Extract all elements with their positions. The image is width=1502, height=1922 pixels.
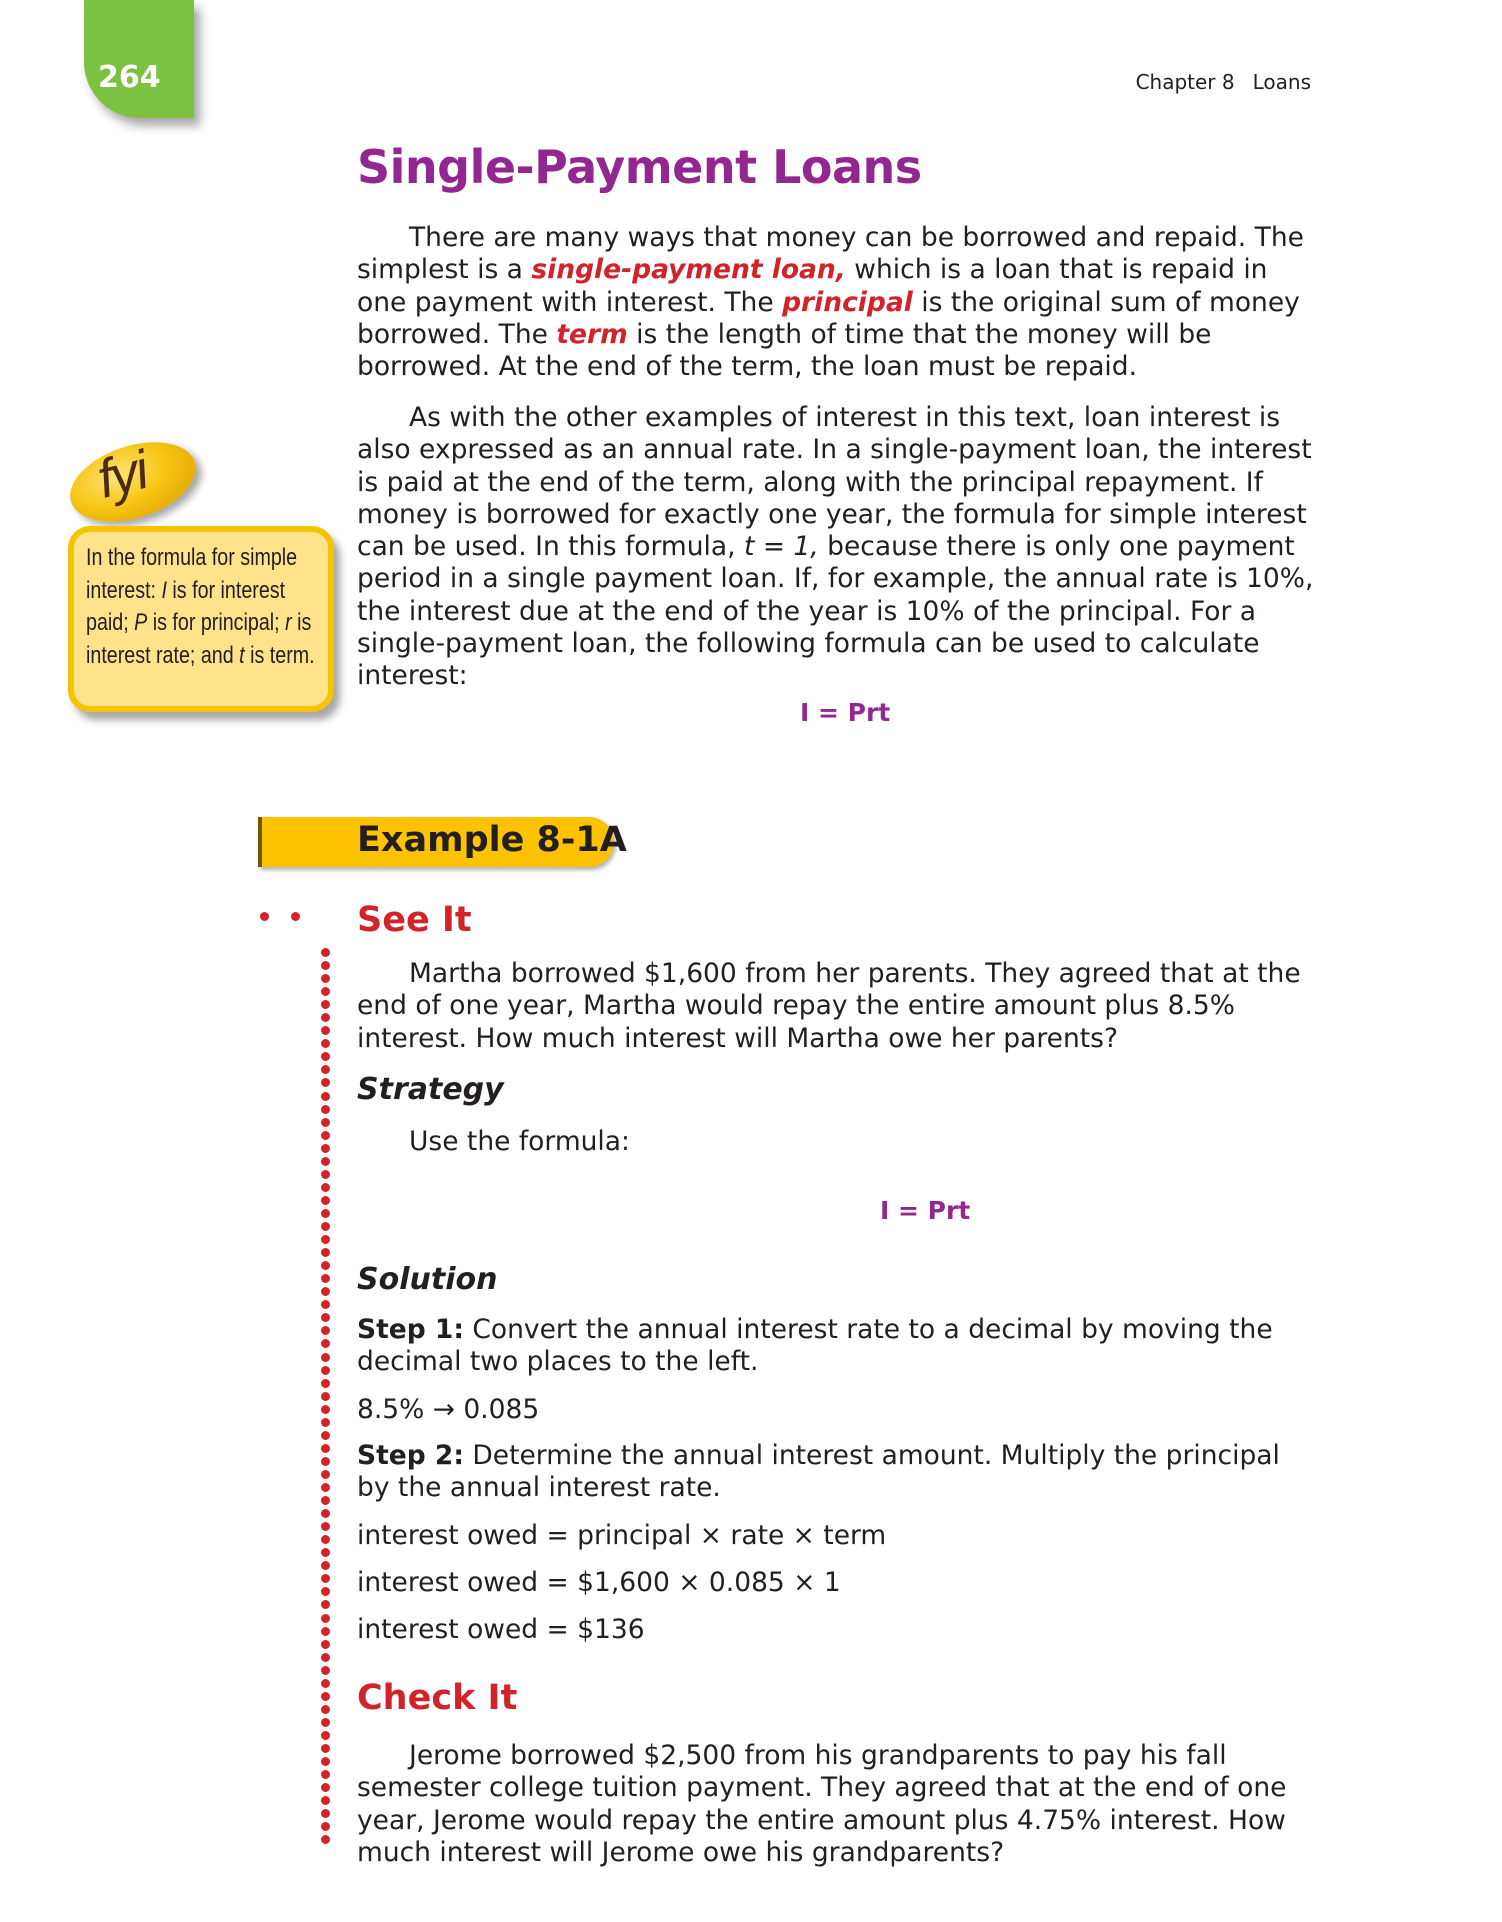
text-run: is interest rate; and: [86, 609, 312, 669]
text-run: which is a loan that is repaid in one payment with interest. The: [357, 254, 1268, 318]
margin-dot: [321, 987, 330, 996]
margin-dot: [321, 1548, 330, 1557]
margin-dot: [321, 1561, 330, 1570]
margin-dot: [321, 1300, 330, 1309]
margin-dot: [321, 1196, 330, 1205]
text-run: is for principal;: [147, 609, 286, 636]
strategy-formula: I = Prt: [880, 1196, 971, 1225]
margin-dot: [321, 1013, 330, 1022]
page-number-tab: [84, 0, 194, 118]
margin-dot: [321, 1653, 330, 1662]
margin-dot: [321, 1248, 330, 1257]
margin-dot: [321, 1366, 330, 1375]
margin-dot: [321, 1052, 330, 1061]
margin-dot: [321, 1757, 330, 1766]
margin-dot: [321, 1483, 330, 1492]
check-it-heading: Check It: [357, 1678, 518, 1718]
margin-dot: [321, 1535, 330, 1544]
see-it-heading: See It: [357, 900, 472, 940]
rate-conversion: 8.5% → 0.085: [357, 1394, 540, 1425]
strategy-heading: Strategy: [357, 1072, 504, 1107]
margin-dot: [321, 1418, 330, 1427]
margin-dot: [321, 1144, 330, 1153]
margin-dot: [260, 912, 269, 921]
margin-dot: [321, 1809, 330, 1818]
margin-dot: [321, 1339, 330, 1348]
page-number: 264: [98, 60, 161, 95]
text-run: is term.: [244, 641, 315, 669]
margin-dot: [291, 912, 300, 921]
margin-dot: [321, 974, 330, 983]
margin-dot: [321, 1170, 330, 1179]
margin-dot: [321, 1274, 330, 1283]
page-title: Single-Payment Loans: [357, 140, 922, 194]
margin-dot: [321, 1522, 330, 1531]
margin-dot: [321, 1026, 330, 1035]
text-run: As with the other examples of interest in this text, loan interest is also expressed as an annual rate. In a single-payment loan, the interest is paid at the end of the term, along with the principal repayment. If money is borrowed for exactly one year, the formula for simple interest can be used. In this formula,: [357, 402, 1312, 563]
margin-dot: [321, 1600, 330, 1609]
margin-dot: [321, 1822, 330, 1831]
margin-dot: [321, 1731, 330, 1740]
equation-1: interest owed = principal × rate × term: [357, 1520, 887, 1551]
text-run: because there is only one payment period in a single payment loan. If, for example, the annual rate is 10%, the interest due at the end of the year is 10% of the principal. For a single-payment loan, the following formula can be used to calculate interest:: [357, 531, 1314, 692]
margin-dot: [321, 1718, 330, 1727]
margin-dot: [321, 1261, 330, 1270]
step-1-text: Convert the annual interest rate to a decimal by moving the decimal two places to the left.: [357, 1314, 1273, 1378]
intro-paragraph-2: [357, 402, 1317, 693]
margin-dot: [321, 1353, 330, 1362]
margin-dot: [321, 1118, 330, 1127]
var-t: t: [239, 641, 245, 669]
margin-dot: [321, 1705, 330, 1714]
margin-dot: [321, 1287, 330, 1296]
margin-dot: [321, 1405, 330, 1414]
margin-dot: [321, 1457, 330, 1466]
step-1-label: Step 1:: [357, 1314, 464, 1345]
key-term-principal: principal: [782, 286, 913, 318]
key-term-term: term: [556, 318, 628, 350]
margin-dot: [321, 1431, 330, 1440]
margin-dot: [321, 1092, 330, 1101]
margin-dot: [321, 948, 330, 957]
margin-dot: [321, 1392, 330, 1401]
running-head-section: Loans: [1252, 70, 1311, 94]
margin-dot: [321, 1157, 330, 1166]
step-2: [357, 1440, 1317, 1505]
margin-dot: [321, 1444, 330, 1453]
running-head-chapter: Chapter 8: [1135, 70, 1235, 94]
margin-dot: [321, 1666, 330, 1675]
margin-dot: [321, 961, 330, 970]
margin-dot: [321, 1796, 330, 1805]
margin-dot: [321, 1326, 330, 1335]
margin-dot: [321, 1835, 330, 1844]
margin-dot: [321, 1235, 330, 1244]
step-1: [357, 1314, 1317, 1379]
fyi-badge-label: fyi: [91, 440, 153, 510]
t-equals-one: t = 1,: [744, 531, 819, 563]
solution-heading: Solution: [357, 1262, 498, 1297]
see-it-problem: Martha borrowed $1,600 from her parents. They agreed that at the end of one year, Martha would repay the entire amount plus 8.5% interest. How much interest will Martha owe her parents?: [357, 958, 1301, 1054]
margin-dot: [321, 1770, 330, 1779]
text-run: In the formula for simple interest:: [86, 544, 298, 604]
margin-dot: [321, 1313, 330, 1322]
text-run: There are many ways that money can be borrowed and repaid. The simplest is a: [357, 222, 1304, 286]
margin-dot: [321, 1509, 330, 1518]
step-2-label: Step 2:: [357, 1440, 464, 1471]
key-term-single-payment-loan: single-payment loan,: [531, 254, 846, 286]
margin-dot: [321, 1587, 330, 1596]
text-run: is for interest paid;: [86, 576, 286, 636]
margin-dot: [321, 1209, 330, 1218]
strategy-text: Use the formula:: [409, 1126, 630, 1157]
equation-3: interest owed = $136: [357, 1614, 645, 1645]
margin-dot: [321, 1496, 330, 1505]
step-2-text: Determine the annual interest amount. Multiply the principal by the annual interest rate.: [357, 1440, 1280, 1504]
check-it-problem: Jerome borrowed $2,500 from his grandparents to pay his fall semester college tuition payment. They agreed that at the end of one year, Jerome would repay the entire amount plus 4.75% interest. How much interest will Jerome owe his grandparents?: [357, 1740, 1287, 1868]
margin-dot: [321, 1679, 330, 1688]
margin-dot: [321, 1183, 330, 1192]
var-I: I: [161, 576, 167, 604]
margin-dot: [321, 1000, 330, 1009]
equation-2: interest owed = $1,600 × 0.085 × 1: [357, 1567, 841, 1598]
fyi-note: [86, 542, 324, 672]
running-head: [1136, 70, 1311, 94]
intro-paragraph-1: [357, 222, 1317, 383]
margin-dot: [321, 1105, 330, 1114]
margin-dot: [321, 1614, 330, 1623]
text-run: is the original sum of money borrowed. The: [357, 286, 1300, 350]
text-run: is the length of time that the money will be borrowed. At the end of the term, the loan must be repaid.: [357, 318, 1212, 383]
margin-dot: [321, 1470, 330, 1479]
margin-dot: [321, 1744, 330, 1753]
margin-dot: [321, 1692, 330, 1701]
margin-dot: [321, 1065, 330, 1074]
margin-dot: [321, 1379, 330, 1388]
margin-dot: [321, 1640, 330, 1649]
margin-dot: [321, 1627, 330, 1636]
margin-dot: [321, 1783, 330, 1792]
var-r: r: [285, 609, 292, 636]
margin-dot: [321, 1131, 330, 1140]
var-P: P: [134, 609, 148, 636]
margin-dot: [321, 1039, 330, 1048]
margin-dot: [321, 1222, 330, 1231]
intro-formula: I = Prt: [800, 698, 891, 727]
example-label: Example 8-1A: [357, 820, 627, 860]
margin-dot: [321, 1574, 330, 1583]
margin-dot: [321, 1078, 330, 1087]
